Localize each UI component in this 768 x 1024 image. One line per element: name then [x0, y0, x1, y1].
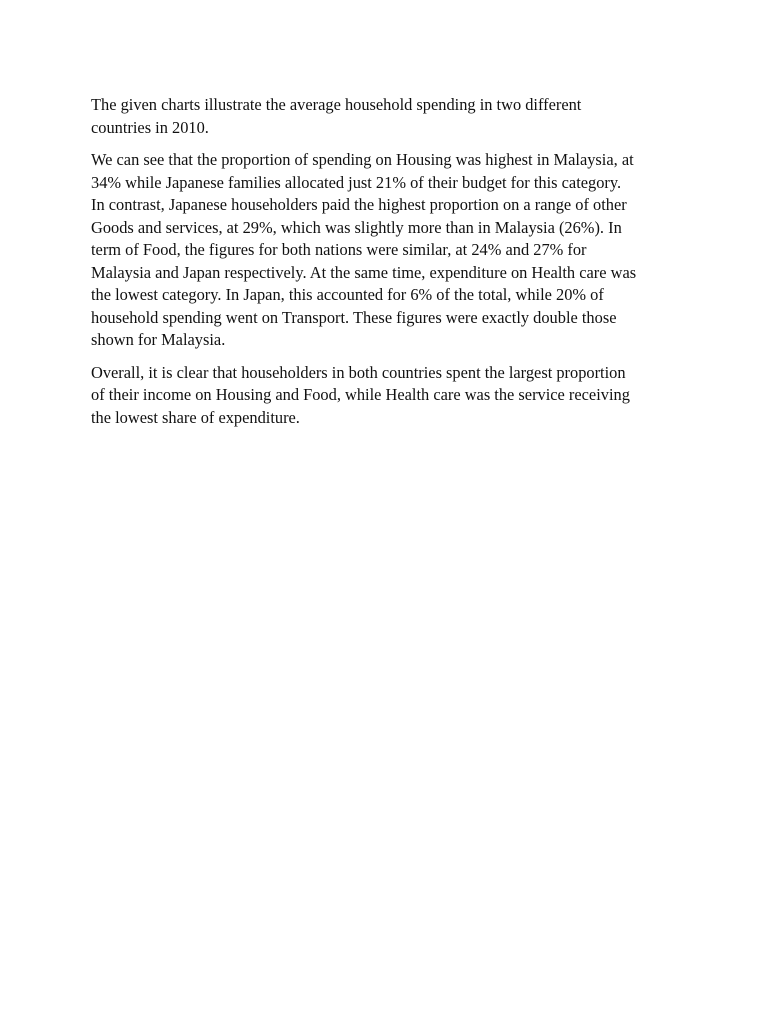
document-body — [91, 94, 691, 439]
text-line: countries in 2010. — [91, 117, 209, 137]
text-line: of their income on Housing and Food, while Health care was the service receiving — [91, 385, 630, 404]
paragraph-overview — [91, 362, 691, 430]
text-line: shown for Malaysia. — [91, 330, 226, 349]
text-line: The given charts illustrate the average household spending in two different — [91, 95, 582, 114]
text-line: the lowest share of expenditure. — [91, 407, 300, 427]
text-line: In contrast, Japanese householders paid the highest proportion on a range of other — [91, 195, 627, 214]
text-line: Malaysia and Japan respectively. At the same time, expenditure on Health care was — [91, 262, 637, 282]
text-line: We can see that the proportion of spending on Housing was highest in Malaysia, at — [91, 150, 634, 169]
text-line: Goods and services, at 29%, which was slightly more than in Malaysia (26%). In — [91, 217, 622, 237]
paragraph-details — [91, 149, 691, 352]
paragraph-intro — [91, 94, 691, 139]
text-line: term of Food, the figures for both nations were similar, at 24% and 27% for — [91, 240, 587, 259]
text-line: household spending went on Transport. These figures were exactly double those — [91, 307, 617, 327]
text-line: the lowest category. In Japan, this accounted for 6% of the total, while 20% of — [91, 285, 604, 304]
text-line: Overall, it is clear that householders in both countries spent the largest proportion — [91, 362, 626, 382]
text-line: 34% while Japanese families allocated just 21% of their budget for this category. — [91, 172, 622, 192]
